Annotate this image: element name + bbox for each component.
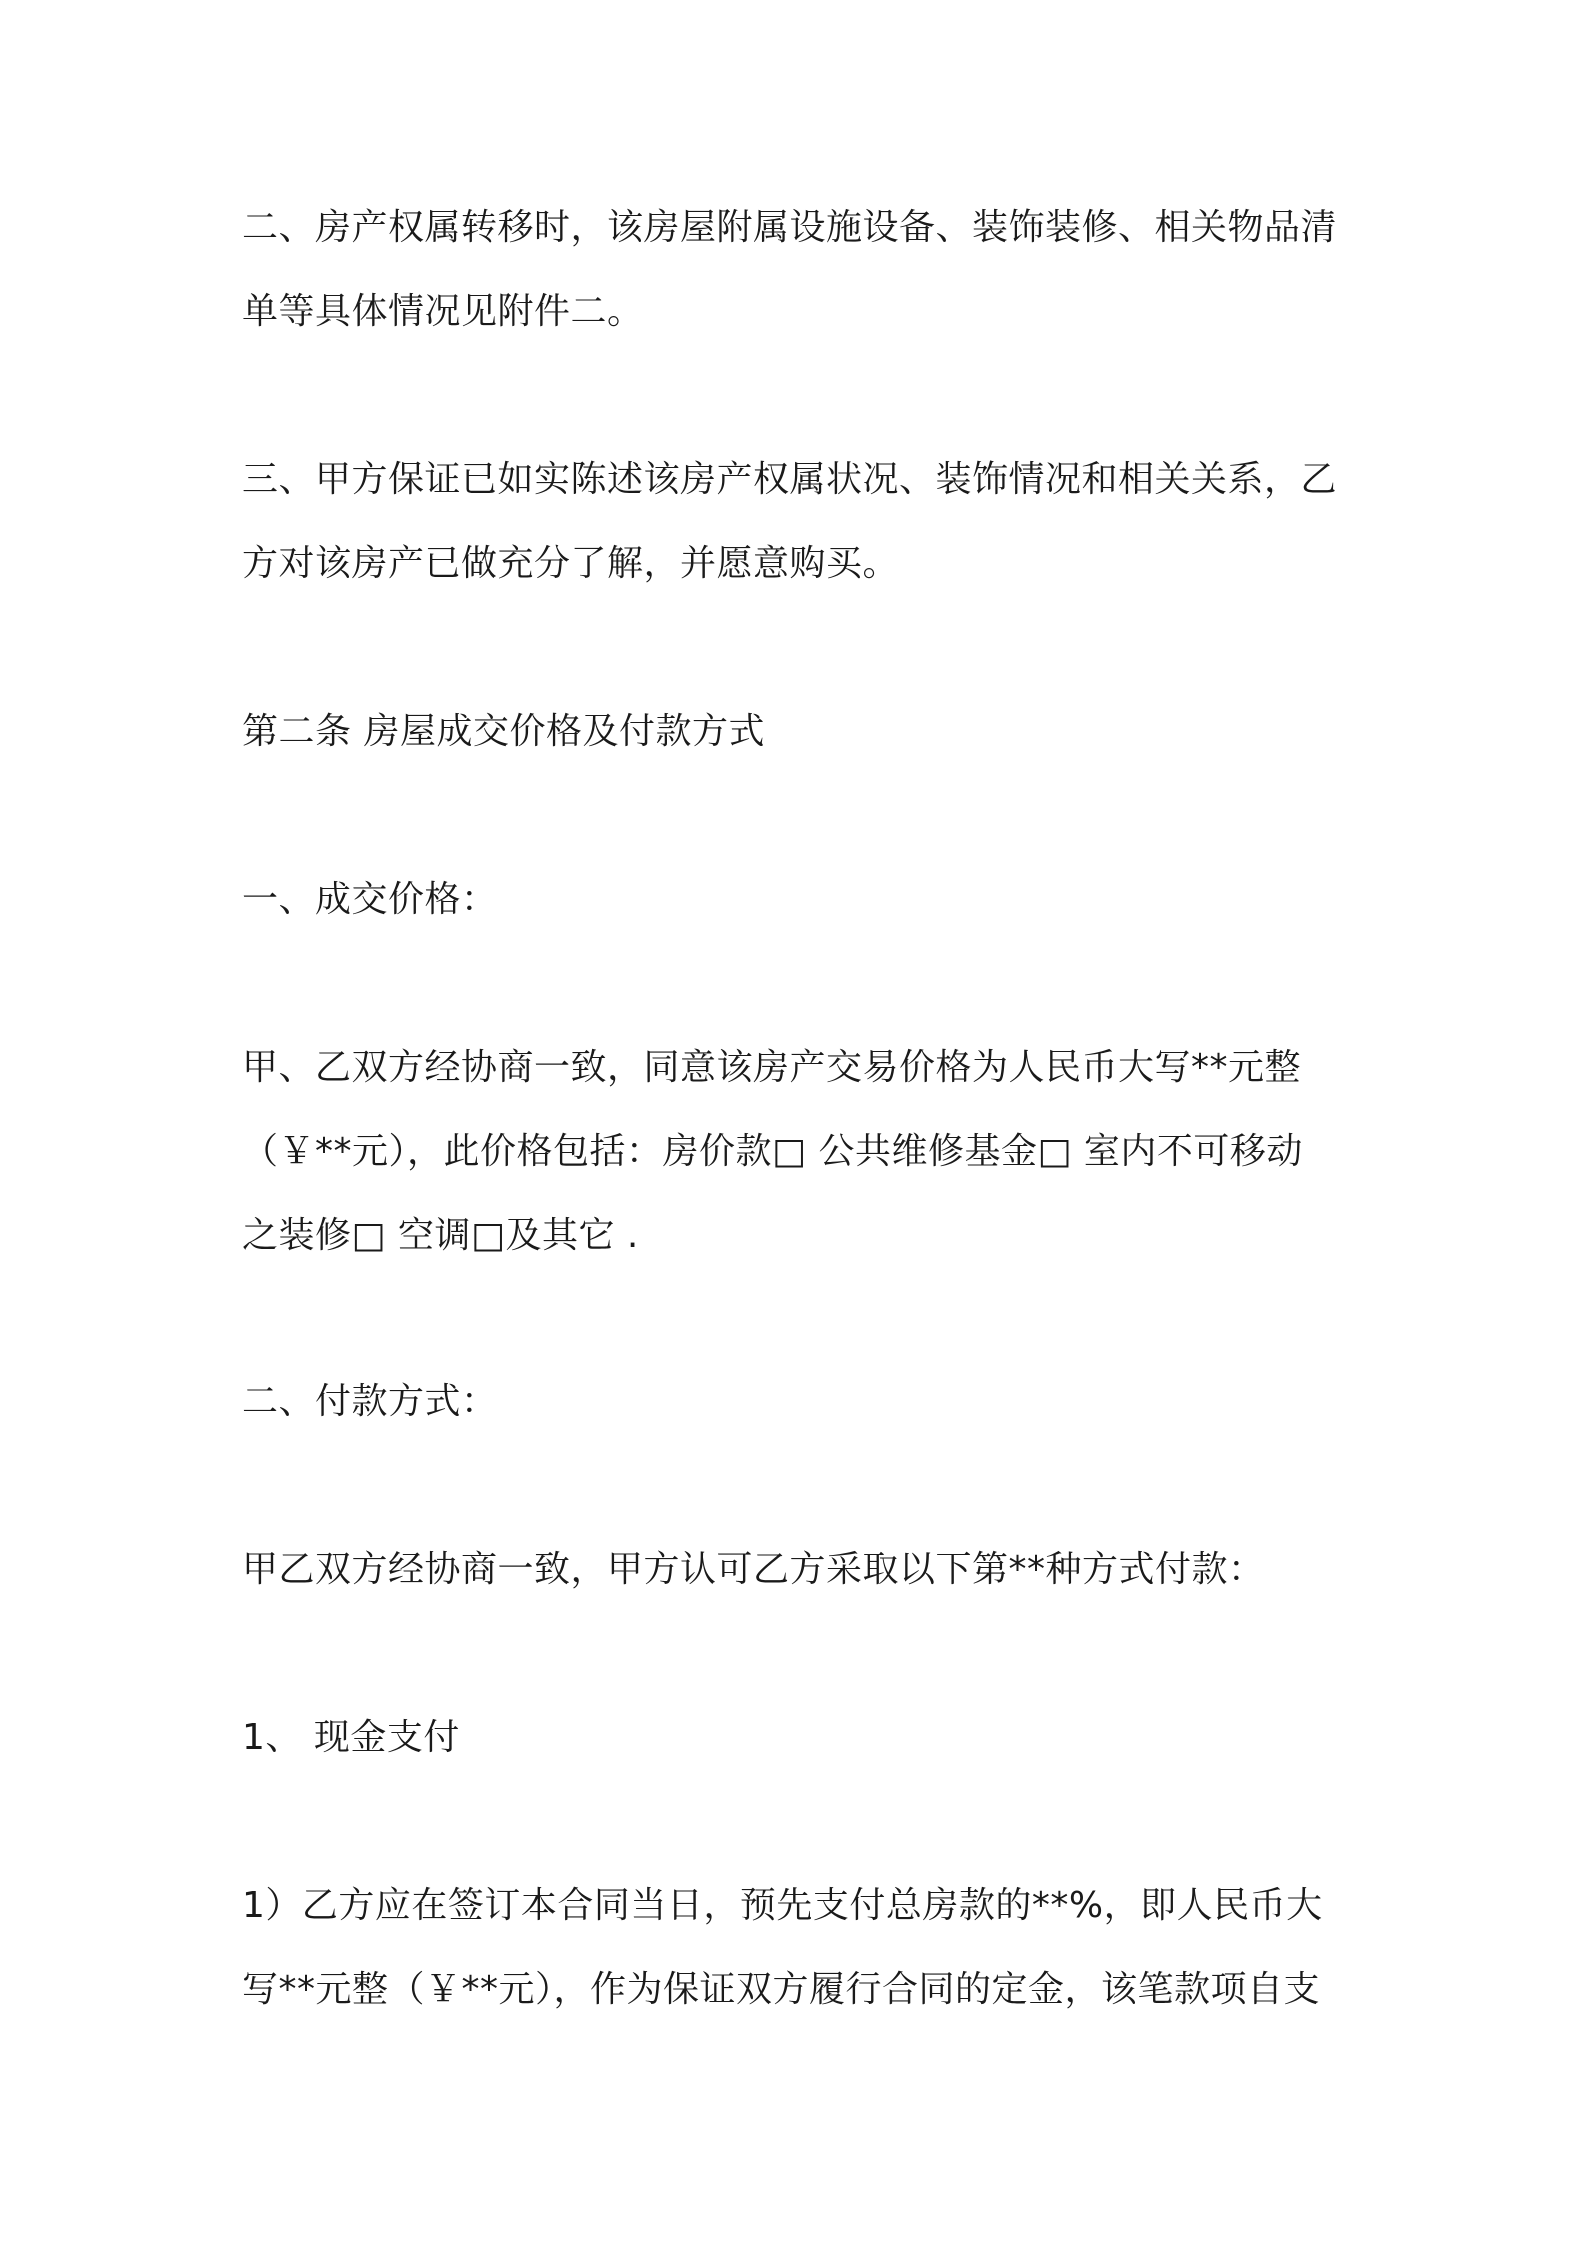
- text-line: 第二条 房屋成交价格及付款方式: [242, 711, 765, 752]
- paragraph-payment-agreement: [242, 1528, 1362, 1612]
- text-line: 二、房产权属转移时，该房屋附属设施设备、装饰装修、相关物品清: [242, 207, 1338, 248]
- text-line: 二、付款方式：: [242, 1381, 498, 1422]
- text-line: 甲、乙双方经协商一致，同意该房产交易价格为人民币大写**元整: [242, 1047, 1302, 1088]
- list-item-cash-payment: [242, 1696, 1362, 1780]
- subheading-payment-method: [242, 1360, 1362, 1444]
- text-line: （￥**元），此价格包括：房价款□ 公共维修基金□ 室内不可移动: [242, 1131, 1303, 1172]
- text-line: 1）乙方应在签订本合同当日，预先支付总房款的**%，即人民币大: [242, 1885, 1323, 1926]
- text-line: 1、 现金支付: [242, 1717, 460, 1758]
- text-line: 单等具体情况见附件二。: [242, 291, 644, 332]
- text-line: 之装修□ 空调□及其它 .: [242, 1215, 639, 1256]
- text-line: 甲乙双方经协商一致，甲方认可乙方采取以下第**种方式付款：: [242, 1549, 1265, 1590]
- paragraph-deposit-terms: [242, 1864, 1362, 2032]
- text-line: 三、甲方保证已如实陈述该房产权属状况、装饰情况和相关关系，乙: [242, 459, 1338, 500]
- paragraph-party-a-guarantee: [242, 438, 1362, 606]
- paragraph-price-agreement: [242, 1026, 1362, 1278]
- paragraph-attachment-transfer: [242, 186, 1362, 354]
- section-heading-article-two: [242, 690, 1362, 774]
- text-line: 写**元整（￥**元），作为保证双方履行合同的定金，该笔款项自支: [242, 1969, 1321, 2010]
- text-line: 方对该房产已做充分了解，并愿意购买。: [242, 543, 900, 584]
- subheading-transaction-price: [242, 858, 1362, 942]
- text-line: 一、成交价格：: [242, 879, 498, 920]
